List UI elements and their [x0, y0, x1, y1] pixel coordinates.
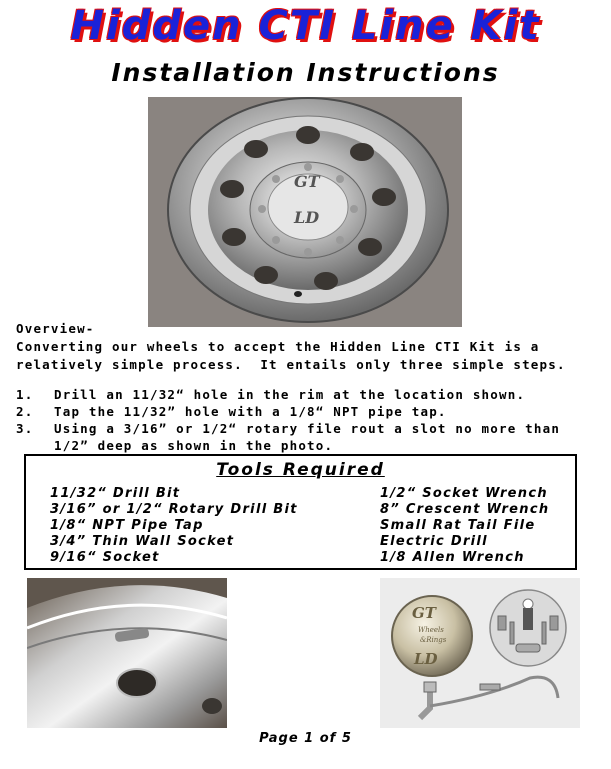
step-text: Using a 3/16” or 1/2“ rotary file rout a slot no more than 1/2” deep as shown in the photo.	[54, 421, 561, 453]
rim-slot-photo	[27, 578, 227, 728]
tool-item: 11/32“ Drill Bit	[50, 486, 181, 501]
tools-title: Tools Required	[216, 460, 385, 480]
step-3	[16, 420, 601, 454]
step-2	[16, 403, 601, 420]
tool-item: Electric Drill	[380, 534, 488, 549]
overview-heading: Overview-	[16, 321, 95, 336]
svg-text:LD: LD	[294, 208, 320, 227]
step-text: Drill an 11/32“ hole in the rim at the location shown.	[54, 387, 526, 402]
tool-item: 3/4” Thin Wall Socket	[50, 534, 235, 549]
cap-text-mid-1: Wheels	[418, 626, 444, 634]
step-1	[16, 386, 601, 403]
wheel-photo	[148, 97, 462, 327]
page-subtitle: Installation Instructions	[111, 58, 500, 87]
cap-text-mid-2: &Rings	[420, 636, 447, 644]
page-footer: Page 1 of 5	[259, 731, 352, 746]
tool-item: 1/2“ Socket Wrench	[380, 486, 548, 501]
tool-item: 9/16“ Socket	[50, 550, 160, 565]
tool-item: 1/8“ NPT Pipe Tap	[50, 518, 204, 533]
step-number: 1.	[16, 387, 34, 402]
cap-logo-top: GT	[412, 604, 436, 622]
step-number: 3.	[16, 421, 34, 436]
tool-item: 8” Crescent Wrench	[380, 502, 550, 517]
cap-logo-bottom: LD	[414, 650, 438, 668]
kit-components-photo	[380, 578, 580, 728]
tool-item: 1/8 Allen Wrench	[380, 550, 525, 565]
step-text: Tap the 11/32” hole with a 1/8“ NPT pipe tap.	[54, 404, 447, 419]
overview-line-1: Converting our wheels to accept the Hidden Line CTI Kit is a	[16, 339, 540, 354]
tool-item: 3/16” or 1/2“ Rotary Drill Bit	[50, 502, 298, 517]
steps-list	[16, 386, 601, 454]
svg-text:GT: GT	[294, 172, 320, 191]
step-number: 2.	[16, 404, 34, 419]
page-title: Hidden CTI Line Kit	[70, 3, 541, 49]
tools-required-box	[24, 454, 577, 570]
overview-line-2: relatively simple process. It entails only three simple steps.	[16, 357, 566, 372]
tool-item: Small Rat Tail File	[380, 518, 536, 533]
